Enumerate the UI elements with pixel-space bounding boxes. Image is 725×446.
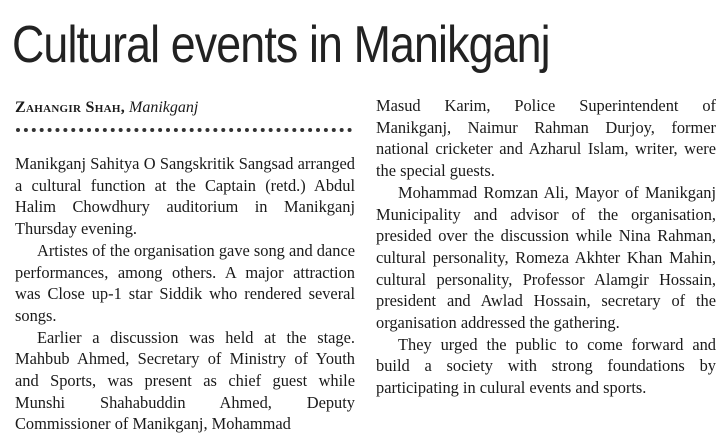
paragraph-2: Artistes of the organisation gave song and dance performances, among others. A major attraction was Close up-1 star Siddik who rendered several songs. <box>15 240 355 325</box>
byline-location: Manikganj <box>129 99 199 116</box>
byline <box>15 99 198 117</box>
headline: Cultural events in Manikganj <box>12 16 550 74</box>
byline-author: Zahangir Shah, <box>15 99 125 116</box>
paragraph-1: Manikganj Sahitya O Sangskritik Sangsad arranged a cultural function at the Captain (retd.) Abdul Halim Chowdhury auditorium in Manikganj Thursday evening. <box>15 154 355 239</box>
paragraph-3-continued: Masud Karim, Police Superintendent of Manikganj, Naimur Rahman Durjoy, former national cricketer and Azharul Islam, writer, were the special guests. <box>376 96 716 181</box>
dotted-separator <box>16 128 352 132</box>
paragraph-5: They urged the public to come forward and build a society with strong foundations by participating in culural events and sports. <box>376 334 716 398</box>
paragraph-4: Mohammad Romzan Ali, Mayor of Manikganj Municipality and advisor of the organisation, presided over the discussion while Nina Rahman, cultural personality, Romeza Akhter Khan Mahin, cultural personality, Professor Alamgir Hossain, president and Awlad Hossain, secretary of the organisation addressed the gathering. <box>376 182 716 333</box>
article-column-right <box>376 95 716 399</box>
paragraph-3: Earlier a discussion was held at the stage. Mahbub Ahmed, Secretary of Ministry of Youth and Sports, was present as chief guest while Munshi Shahabuddin Ahmed, Deputy Commissioner of Manikganj, Mohammad <box>15 327 355 434</box>
article-column-left <box>15 153 355 435</box>
